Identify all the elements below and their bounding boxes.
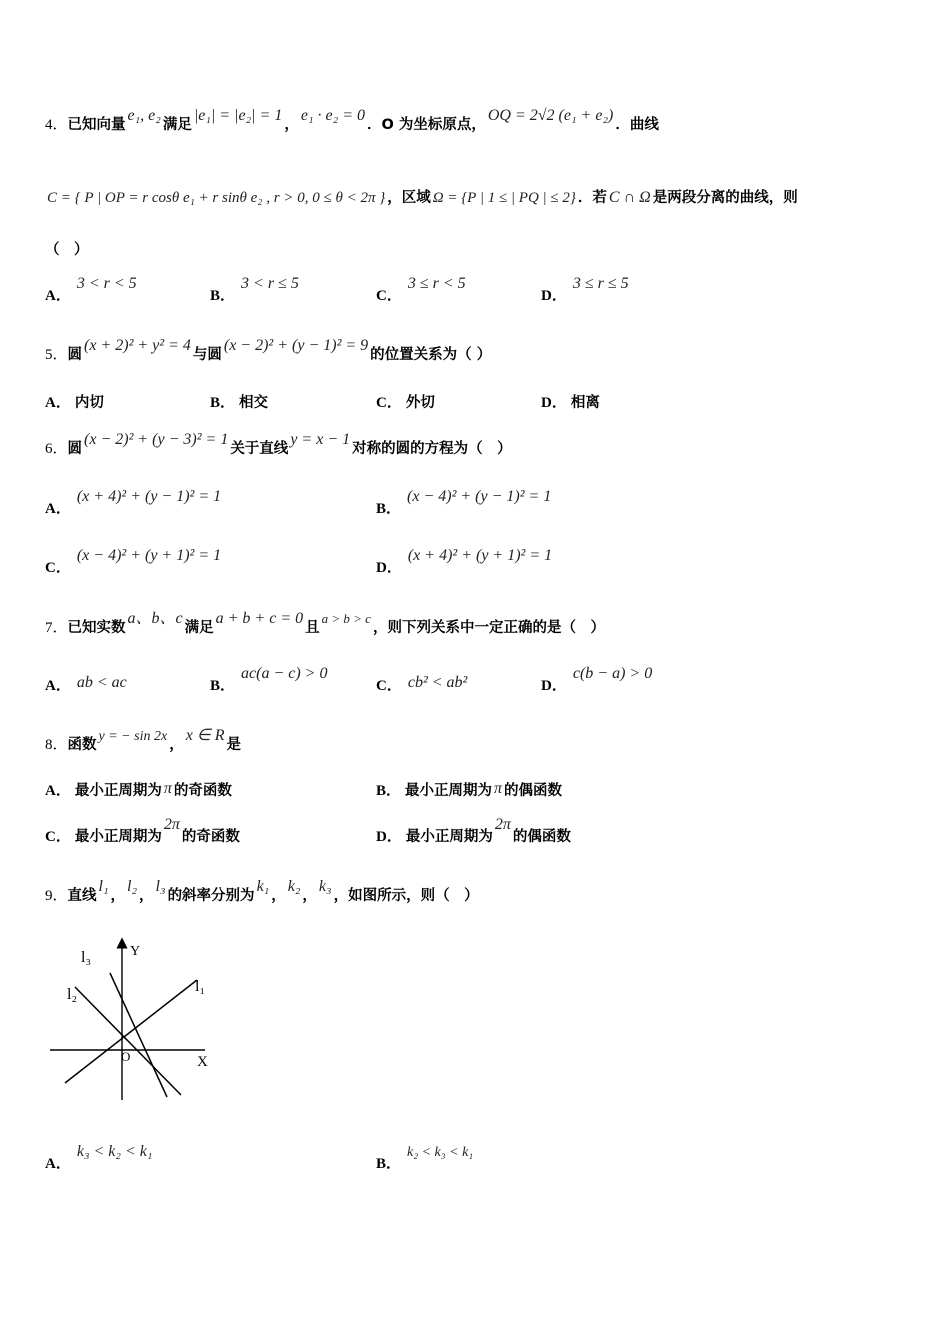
question-text: ， xyxy=(169,737,184,753)
line-l3 xyxy=(110,973,167,1097)
question-text: 的斜率分别为 xyxy=(167,888,255,904)
math-expression: (x − 2)² + (y − 1)² = 9 xyxy=(223,337,369,354)
option-text: 的奇函数 xyxy=(181,829,240,845)
option-expr: k₃ < k₂ < k₁ xyxy=(76,1143,153,1160)
question-text: 圆 xyxy=(67,347,83,363)
math-expression: Ω = {P | 1 ≤ | PQ | ≤ 2} xyxy=(432,190,576,206)
math-expression: C ∩ Ω xyxy=(608,189,651,206)
math-expression: k₃ xyxy=(318,878,332,895)
math-expression: |e₁| = |e₂| = 1 xyxy=(193,107,283,124)
question-text: ．曲线 xyxy=(615,117,659,133)
question-6 xyxy=(45,431,512,458)
question-text: ， xyxy=(284,117,299,133)
option-expr: 3 < r ≤ 5 xyxy=(241,275,299,292)
option-label: A． xyxy=(45,1156,71,1172)
option-text: 的奇函数 xyxy=(173,783,232,799)
question-4 xyxy=(45,107,659,134)
option-expr: (x − 4)² + (y − 1)² = 1 xyxy=(407,488,552,505)
option-label: C． xyxy=(376,288,402,304)
option-expr: 3 ≤ r < 5 xyxy=(407,275,466,292)
origin-label: O xyxy=(121,1049,131,1064)
q6-option-b[interactable] xyxy=(376,488,553,518)
option-expr: cb² < ab² xyxy=(407,674,468,691)
option-label: D． xyxy=(376,560,402,576)
question-7 xyxy=(45,610,605,637)
question-8 xyxy=(45,727,241,754)
slope-lines-figure xyxy=(45,935,225,1105)
q7-option-b[interactable] xyxy=(210,665,329,695)
option-text: 的偶函数 xyxy=(512,829,571,845)
option-expr: π xyxy=(494,780,503,797)
math-expression: OQ = 2√2 (e₁ + e₂) xyxy=(487,107,614,124)
math-expression: C = { P | OP = r cosθ e₁ + r sinθ e₂ , r > 0, 0 ≤ θ < 2π } xyxy=(47,190,386,206)
question-text: 关于直线 xyxy=(230,441,289,457)
question-text: 已知实数 xyxy=(67,620,126,636)
math-expression: y = − sin 2x xyxy=(98,729,168,744)
q5-option-a[interactable] xyxy=(45,391,104,412)
y-axis-label: Y xyxy=(130,944,141,959)
question-text: ，区域 xyxy=(387,190,431,206)
question-text: ，如图所示，则（ ） xyxy=(333,888,479,904)
option-label: C． xyxy=(376,678,402,694)
line-l1 xyxy=(65,980,197,1083)
option-text: 外切 xyxy=(405,395,435,411)
option-expr: π xyxy=(163,780,172,797)
question-number: 6． xyxy=(45,441,68,457)
option-text: 的偶函数 xyxy=(504,783,563,799)
option-label: A． xyxy=(45,288,71,304)
math-expression: x ∈ R xyxy=(185,727,225,744)
option-expr: (x + 4)² + (y − 1)² = 1 xyxy=(76,488,222,505)
q9-option-b[interactable] xyxy=(376,1145,475,1173)
option-text: 最小正周期为 xyxy=(74,783,162,799)
question-number: 7． xyxy=(45,620,68,636)
option-label: B． xyxy=(210,678,236,694)
q4-option-d[interactable] xyxy=(541,275,631,305)
question-text: ．O 为坐标原点， xyxy=(366,117,486,133)
q7-option-d[interactable] xyxy=(541,665,654,695)
question-number: 9． xyxy=(45,888,68,904)
q6-option-c[interactable] xyxy=(45,547,223,577)
math-expression: l₁ xyxy=(98,878,109,895)
question-text: ．若 xyxy=(577,190,607,206)
math-expression: e₁, e₂ xyxy=(127,107,161,124)
option-text: 相离 xyxy=(570,395,600,411)
option-label: D． xyxy=(376,829,402,845)
math-expression: (x − 2)² + (y − 3)² = 1 xyxy=(84,431,229,448)
question-4-line2 xyxy=(45,186,798,207)
math-expression: e₁ · e₂ = 0 xyxy=(300,107,365,124)
option-label: D． xyxy=(541,678,567,694)
math-expression: k₂ xyxy=(287,878,301,895)
question-text: 的位置关系为（ ） xyxy=(370,347,492,363)
question-text: 与圆 xyxy=(192,347,222,363)
question-9 xyxy=(45,878,479,905)
question-text: 圆 xyxy=(67,441,83,457)
q8-option-d[interactable] xyxy=(376,816,571,846)
question-text: ， xyxy=(271,888,286,904)
q9-option-a[interactable] xyxy=(45,1143,154,1173)
label-l3: l₃ xyxy=(81,949,92,966)
question-text: 满足 xyxy=(184,620,214,636)
option-expr: 3 < r < 5 xyxy=(76,275,137,292)
question-text: ， xyxy=(139,888,154,904)
q8-option-b[interactable] xyxy=(376,779,562,800)
q6-option-a[interactable] xyxy=(45,488,223,518)
option-expr: (x + 4)² + (y + 1)² = 1 xyxy=(407,547,553,564)
question-number: 5． xyxy=(45,347,68,363)
option-text: 相交 xyxy=(239,395,269,411)
option-label: B． xyxy=(210,288,236,304)
q4-option-b[interactable] xyxy=(210,275,301,305)
option-label: B． xyxy=(376,1156,402,1172)
option-label: C． xyxy=(45,829,71,845)
q5-option-b[interactable] xyxy=(210,391,268,412)
question-text: 满足 xyxy=(162,117,192,133)
option-label: A． xyxy=(45,395,71,411)
math-expression: k₁ xyxy=(256,878,270,895)
question-number: 8． xyxy=(45,737,68,753)
q7-option-c[interactable] xyxy=(376,674,469,695)
option-label: A． xyxy=(45,678,71,694)
option-expr: c(b − a) > 0 xyxy=(572,665,653,682)
option-label: A． xyxy=(45,783,71,799)
question-number: 4． xyxy=(45,117,68,133)
option-expr: 2π xyxy=(163,816,180,833)
option-expr: ab < ac xyxy=(76,674,127,691)
q4-option-c[interactable] xyxy=(376,275,468,305)
question-text: 函数 xyxy=(67,737,97,753)
question-text: 直线 xyxy=(67,888,97,904)
option-label: C． xyxy=(45,560,71,576)
math-expression: a > b > c xyxy=(321,611,371,626)
math-expression: y = x − 1 xyxy=(290,431,351,448)
question-text: ， xyxy=(110,888,126,904)
q8-option-c[interactable] xyxy=(45,816,240,846)
option-label: B． xyxy=(376,783,402,799)
q5-option-c[interactable] xyxy=(376,391,435,412)
q8-option-a[interactable] xyxy=(45,779,232,800)
option-expr: ac(a − c) > 0 xyxy=(241,665,328,682)
option-expr: 3 ≤ r ≤ 5 xyxy=(572,275,629,292)
option-text: 最小正周期为 xyxy=(405,829,493,845)
option-expr: k₂ < k₃ < k₁ xyxy=(407,1145,474,1160)
question-text: ， xyxy=(302,888,317,904)
answer-paren: （ ） xyxy=(45,242,89,258)
question-text: 已知向量 xyxy=(67,117,126,133)
option-text: 最小正周期为 xyxy=(74,829,162,845)
question-text: 是 xyxy=(226,737,241,753)
math-expression: a、b、c xyxy=(127,610,183,627)
q5-option-d[interactable] xyxy=(541,391,600,412)
option-label: D． xyxy=(541,288,567,304)
option-label: B． xyxy=(376,501,402,517)
question-5 xyxy=(45,337,492,364)
q4-option-a[interactable] xyxy=(45,275,139,305)
option-label: A． xyxy=(45,501,71,517)
option-expr: (x − 4)² + (y + 1)² = 1 xyxy=(76,547,222,564)
math-expression: a + b + c = 0 xyxy=(215,610,304,627)
x-axis-label: X xyxy=(197,1054,208,1070)
option-label: C． xyxy=(376,395,402,411)
math-expression: l₃ xyxy=(155,878,166,895)
option-expr: 2π xyxy=(494,816,511,833)
math-expression: (x + 2)² + y² = 4 xyxy=(84,337,191,354)
question-text: ，则下列关系中一定正确的是（ ） xyxy=(372,620,605,636)
question-text: 是两段分离的曲线，则 xyxy=(652,190,798,206)
question-4-paren xyxy=(45,238,89,259)
question-text: 对称的圆的方程为（ ） xyxy=(352,441,512,457)
option-label: D． xyxy=(541,395,567,411)
option-text: 最小正周期为 xyxy=(405,783,493,799)
line-l2 xyxy=(75,987,181,1095)
question-text: 且 xyxy=(305,620,320,636)
q6-option-d[interactable] xyxy=(376,547,554,577)
option-text: 内切 xyxy=(74,395,104,411)
option-label: B． xyxy=(210,395,236,411)
q7-option-a[interactable] xyxy=(45,674,129,695)
label-l1: l₁ xyxy=(195,978,206,995)
label-l2: l₂ xyxy=(67,986,78,1003)
math-expression: l₂ xyxy=(127,878,138,895)
